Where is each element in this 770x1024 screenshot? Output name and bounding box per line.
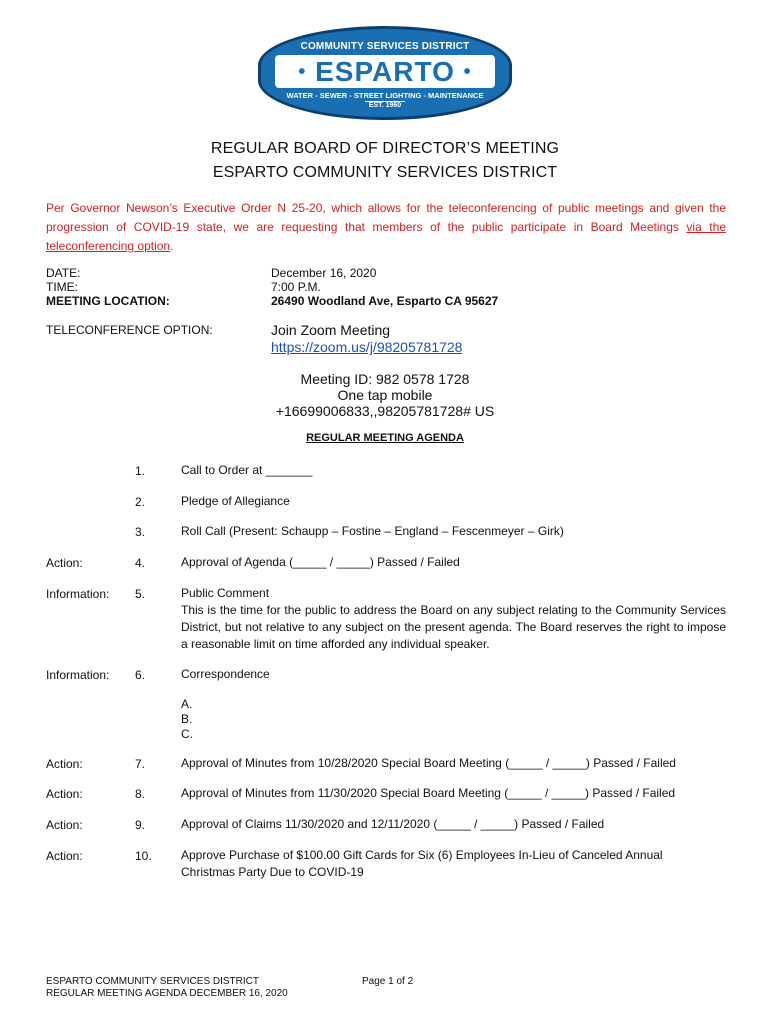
teleconference-label: TELECONFERENCE OPTION: [46,323,213,337]
logo-name-banner [275,55,495,88]
teleconference-link[interactable]: via the teleconferencing option [46,220,726,253]
agenda-heading: REGULAR MEETING AGENDA [306,432,464,444]
logo-name: ESPARTO [315,56,455,87]
page-number: Page 1 of 2 [362,976,414,987]
item-number: 4. [135,556,146,570]
item-number: 5. [135,587,146,601]
item-text: Roll Call (Present: Schaupp – Fostine – England – Fescenmeyer – Girk) [181,524,564,538]
item-label: Information: [46,587,110,601]
logo-top-text: COMMUNITY SERVICES DISTRICT [300,41,470,52]
phone-number: +16699006833,,98205781728# US [275,403,495,419]
item-number: 8. [135,787,146,801]
district-title: ESPARTO COMMUNITY SERVICES DISTRICT [212,164,558,181]
covid-notice: Per Governor Newson’s Executive Order N 25-20, which allows for the teleconferencing of public meetings and given the progression of COVID-19 state, we are requesting that members of the public participate in Board Meetings via the teleconferencing option. [46,201,726,253]
item-text: Public Comment [181,586,270,600]
public-comment-detail: This is the time for the public to address the Board on any subject relating to the Community Services District, but not relative to any subject on the present agenda. The Board reserves the right to impose a reasonable limit on time afforded any individual speaker. [181,603,726,651]
item-number: 6. [135,668,146,682]
sub-item: C. [181,727,193,741]
footer-district: ESPARTO COMMUNITY SERVICES DISTRICT [46,976,259,987]
zoom-title: Join Zoom Meeting [271,322,391,338]
item-label: Action: [46,849,83,863]
one-tap-label: One tap mobile [337,387,433,403]
meeting-title: REGULAR BOARD OF DIRECTOR’S MEETING [210,140,560,157]
item-number: 2. [135,495,146,509]
item-label: Action: [46,787,83,801]
footer-agenda-date: REGULAR MEETING AGENDA DECEMBER 16, 2020 [46,988,288,999]
item-number: 7. [135,757,146,771]
date-label: DATE: [46,266,81,280]
item-label: Information: [46,668,110,682]
item-number: 9. [135,818,146,832]
meeting-date: December 16, 2020 [271,266,377,280]
sub-item: B. [181,712,193,726]
item-label: Action: [46,757,83,771]
meeting-location: 26490 Woodland Ave, Esparto CA 95627 [271,294,499,308]
item-number: 10. [135,849,152,863]
district-logo [258,26,512,120]
location-label: MEETING LOCATION: [46,294,170,308]
item-text: Correspondence [181,667,270,681]
logo-dot-icon: • [298,61,307,83]
logo-est: EST. 1960 [261,102,509,109]
meeting-id: Meeting ID: 982 0578 1728 [300,371,470,387]
logo-services: WATER - SEWER - STREET LIGHTING - MAINTENANCE [286,91,484,100]
item-number: 3. [135,525,146,539]
sub-item: A. [181,697,193,711]
item-text: Approval of Minutes from 10/28/2020 Special Board Meeting (_____ / _____) Passed / Failed [181,756,676,770]
item-text: Call to Order at _______ [181,463,313,477]
time-label: TIME: [46,280,78,294]
item-text: Approval of Agenda (_____ / _____) Passed / Failed [181,555,460,569]
item-label: Action: [46,556,83,570]
zoom-link[interactable]: https://zoom.us/j/98205781728 [271,339,463,355]
meeting-time: 7:00 P.M. [271,280,321,294]
item-text: Approval of Minutes from 11/30/2020 Special Board Meeting (_____ / _____) Passed / Failed [181,786,676,800]
logo-dot-icon: • [463,61,472,83]
item-text: Approve Purchase of $100.00 Gift Cards for Six (6) Employees In-Lieu of Canceled Annual Christmas Party Due to COVID-19 [181,848,663,879]
item-number: 1. [135,464,146,478]
item-text: Approval of Claims 11/30/2020 and 12/11/2020 (_____ / _____) Passed / Failed [181,817,605,831]
item-label: Action: [46,818,83,832]
item-text: Pledge of Allegiance [181,494,290,508]
